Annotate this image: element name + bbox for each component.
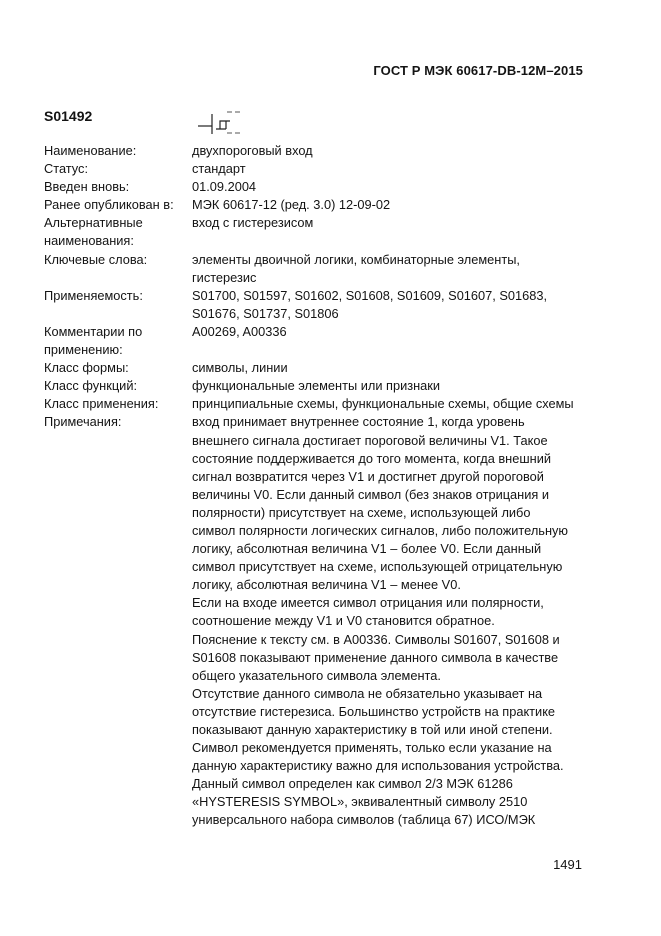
attribute-row (44, 160, 604, 178)
attribute-row (44, 287, 604, 323)
attribute-label-line: Класс применения: (44, 396, 159, 412)
attribute-value-line: общего указательного символа элемента. (192, 667, 441, 683)
attribute-value-line: логику, абсолютная величина V1 – более V0. Если данный (192, 541, 542, 557)
attribute-value-line: внешнего сигнала достигает пороговой величины V1. Такое (192, 432, 548, 448)
attribute-value (192, 377, 604, 395)
attribute-value (192, 142, 604, 160)
attribute-label-line: Наименование: (44, 143, 137, 158)
symbol-code: S01492 (44, 108, 93, 124)
attribute-label (44, 395, 192, 413)
attribute-label (44, 413, 192, 829)
attribute-value-line: S01676, S01737, S01806 (192, 305, 339, 321)
attribute-value-line: принципиальные схемы, функциональные схемы, общие схемы (192, 396, 574, 412)
attribute-value (192, 160, 604, 178)
attribute-value-line: S01608 показывают применение данного символа в качестве (192, 649, 559, 665)
attribute-label-line: применению: (44, 342, 123, 358)
attribute-value-line: Отсутствие данного символа не обязательно указывает на (192, 685, 543, 701)
attribute-value-line: 01.09.2004 (192, 179, 257, 195)
attribute-label (44, 160, 192, 178)
attribute-value (192, 323, 604, 359)
attribute-value-line: сигнал возвратится через V1 и достигнет другой пороговой (192, 468, 544, 484)
attribute-value-line: логику, абсолютная величина V1 – менее V0. (192, 577, 461, 593)
attribute-value (192, 178, 604, 196)
attribute-row (44, 214, 604, 250)
page-number: 1491 (553, 857, 582, 872)
attribute-label (44, 377, 192, 395)
attribute-label-line: Альтернативные (44, 215, 143, 231)
attribute-value-line: символ полярности логических сигналов, либо положительную (192, 522, 569, 538)
attribute-value-line: Символ рекомендуется применять, только если указание на (192, 740, 552, 756)
attribute-value (192, 196, 604, 214)
attribute-label-line: Применяемость: (44, 287, 143, 303)
attribute-label-line: Введен вновь: (44, 179, 130, 195)
attribute-label-line: Класс формы: (44, 360, 129, 376)
attribute-row (44, 142, 604, 160)
attribute-value-line: символы, линии (192, 360, 288, 376)
attribute-value-line: A00269, A00336 (192, 323, 287, 339)
attribute-label (44, 251, 192, 287)
attribute-value (192, 287, 604, 323)
attribute-value-line: Если на входе имеется символ отрицания или полярности, (192, 595, 544, 611)
attribute-value-line: S01700, S01597, S01602, S01608, S01609, S01607, S01683, (192, 287, 548, 303)
attribute-label (44, 359, 192, 377)
attribute-value-line: элементы двоичной логики, комбинаторные элементы, (192, 251, 520, 267)
attribute-row (44, 359, 604, 377)
attribute-value (192, 251, 604, 287)
attribute-row (44, 196, 604, 214)
hysteresis-input-symbol-icon (196, 108, 248, 141)
attribute-label-line: наименования: (44, 233, 134, 249)
attribute-value-line: функциональные элементы или признаки (192, 378, 441, 394)
attribute-value-line: символ присутствует на схеме, использующей отрицательную (192, 559, 563, 575)
attribute-value-line: стандарт (192, 161, 246, 177)
attribute-label (44, 287, 192, 323)
attribute-value-line: гистерезис (192, 269, 257, 285)
attribute-label (44, 214, 192, 250)
attribute-value (192, 413, 604, 829)
attribute-value-line: величины V0. Если данный символ (без знаков отрицания и (192, 486, 550, 502)
attribute-value (192, 395, 604, 413)
attribute-table (44, 142, 604, 830)
attribute-label (44, 196, 192, 214)
attribute-label (44, 178, 192, 196)
attribute-value (192, 214, 604, 250)
attribute-row (44, 178, 604, 196)
attribute-row (44, 395, 604, 413)
attribute-label-line: Класс функций: (44, 378, 138, 394)
attribute-row (44, 323, 604, 359)
attribute-label-line: Ключевые слова: (44, 251, 148, 267)
attribute-label-line: Комментарии по (44, 323, 143, 339)
attribute-value-line: показывают данную характеристику в той или иной степени. (192, 722, 553, 737)
attribute-label (44, 142, 192, 160)
attribute-value-line: МЭК 60617-12 (ред. 3.0) 12-09-02 (192, 197, 391, 213)
attribute-value-line: Пояснение к тексту см. в A00336. Символы S01607, S01608 и (192, 631, 560, 647)
attribute-value-line: вход с гистерезисом (192, 215, 314, 231)
attribute-label-line: Статус: (44, 161, 89, 177)
attribute-value-line: универсального набора символов (таблица 67) ИСО/МЭК (192, 812, 536, 828)
attribute-label (44, 323, 192, 359)
attribute-value-line: данную характеристику важно для использования устройства. (192, 758, 564, 774)
attribute-value-line: отсутствие гистерезиса. Большинство устройств на практике (192, 703, 556, 719)
attribute-value-line: двухпороговый вход (192, 143, 313, 158)
attribute-row (44, 377, 604, 395)
attribute-row (44, 251, 604, 287)
attribute-label-line: Ранее опубликован в: (44, 197, 174, 213)
attribute-value-line: состояние поддерживается до того момента, когда внешний (192, 450, 551, 466)
attribute-value-line: «HYSTERESIS SYMBOL», эквивалентный символу 2510 (192, 794, 528, 810)
attribute-row (44, 413, 604, 829)
attribute-label-line: Примечания: (44, 414, 122, 430)
attribute-value-line: Данный символ определен как символ 2/3 МЭК 61286 (192, 776, 513, 792)
attribute-value-line: соотношение между V1 и V0 становится обратное. (192, 613, 495, 629)
attribute-value-line: полярности) присутствует на схеме, использующей либо (192, 504, 531, 520)
document-header: ГОСТ Р МЭК 60617-DB-12M–2015 (373, 63, 583, 78)
attribute-value-line: вход принимает внутреннее состояние 1, когда уровень (192, 414, 525, 430)
attribute-value (192, 359, 604, 377)
